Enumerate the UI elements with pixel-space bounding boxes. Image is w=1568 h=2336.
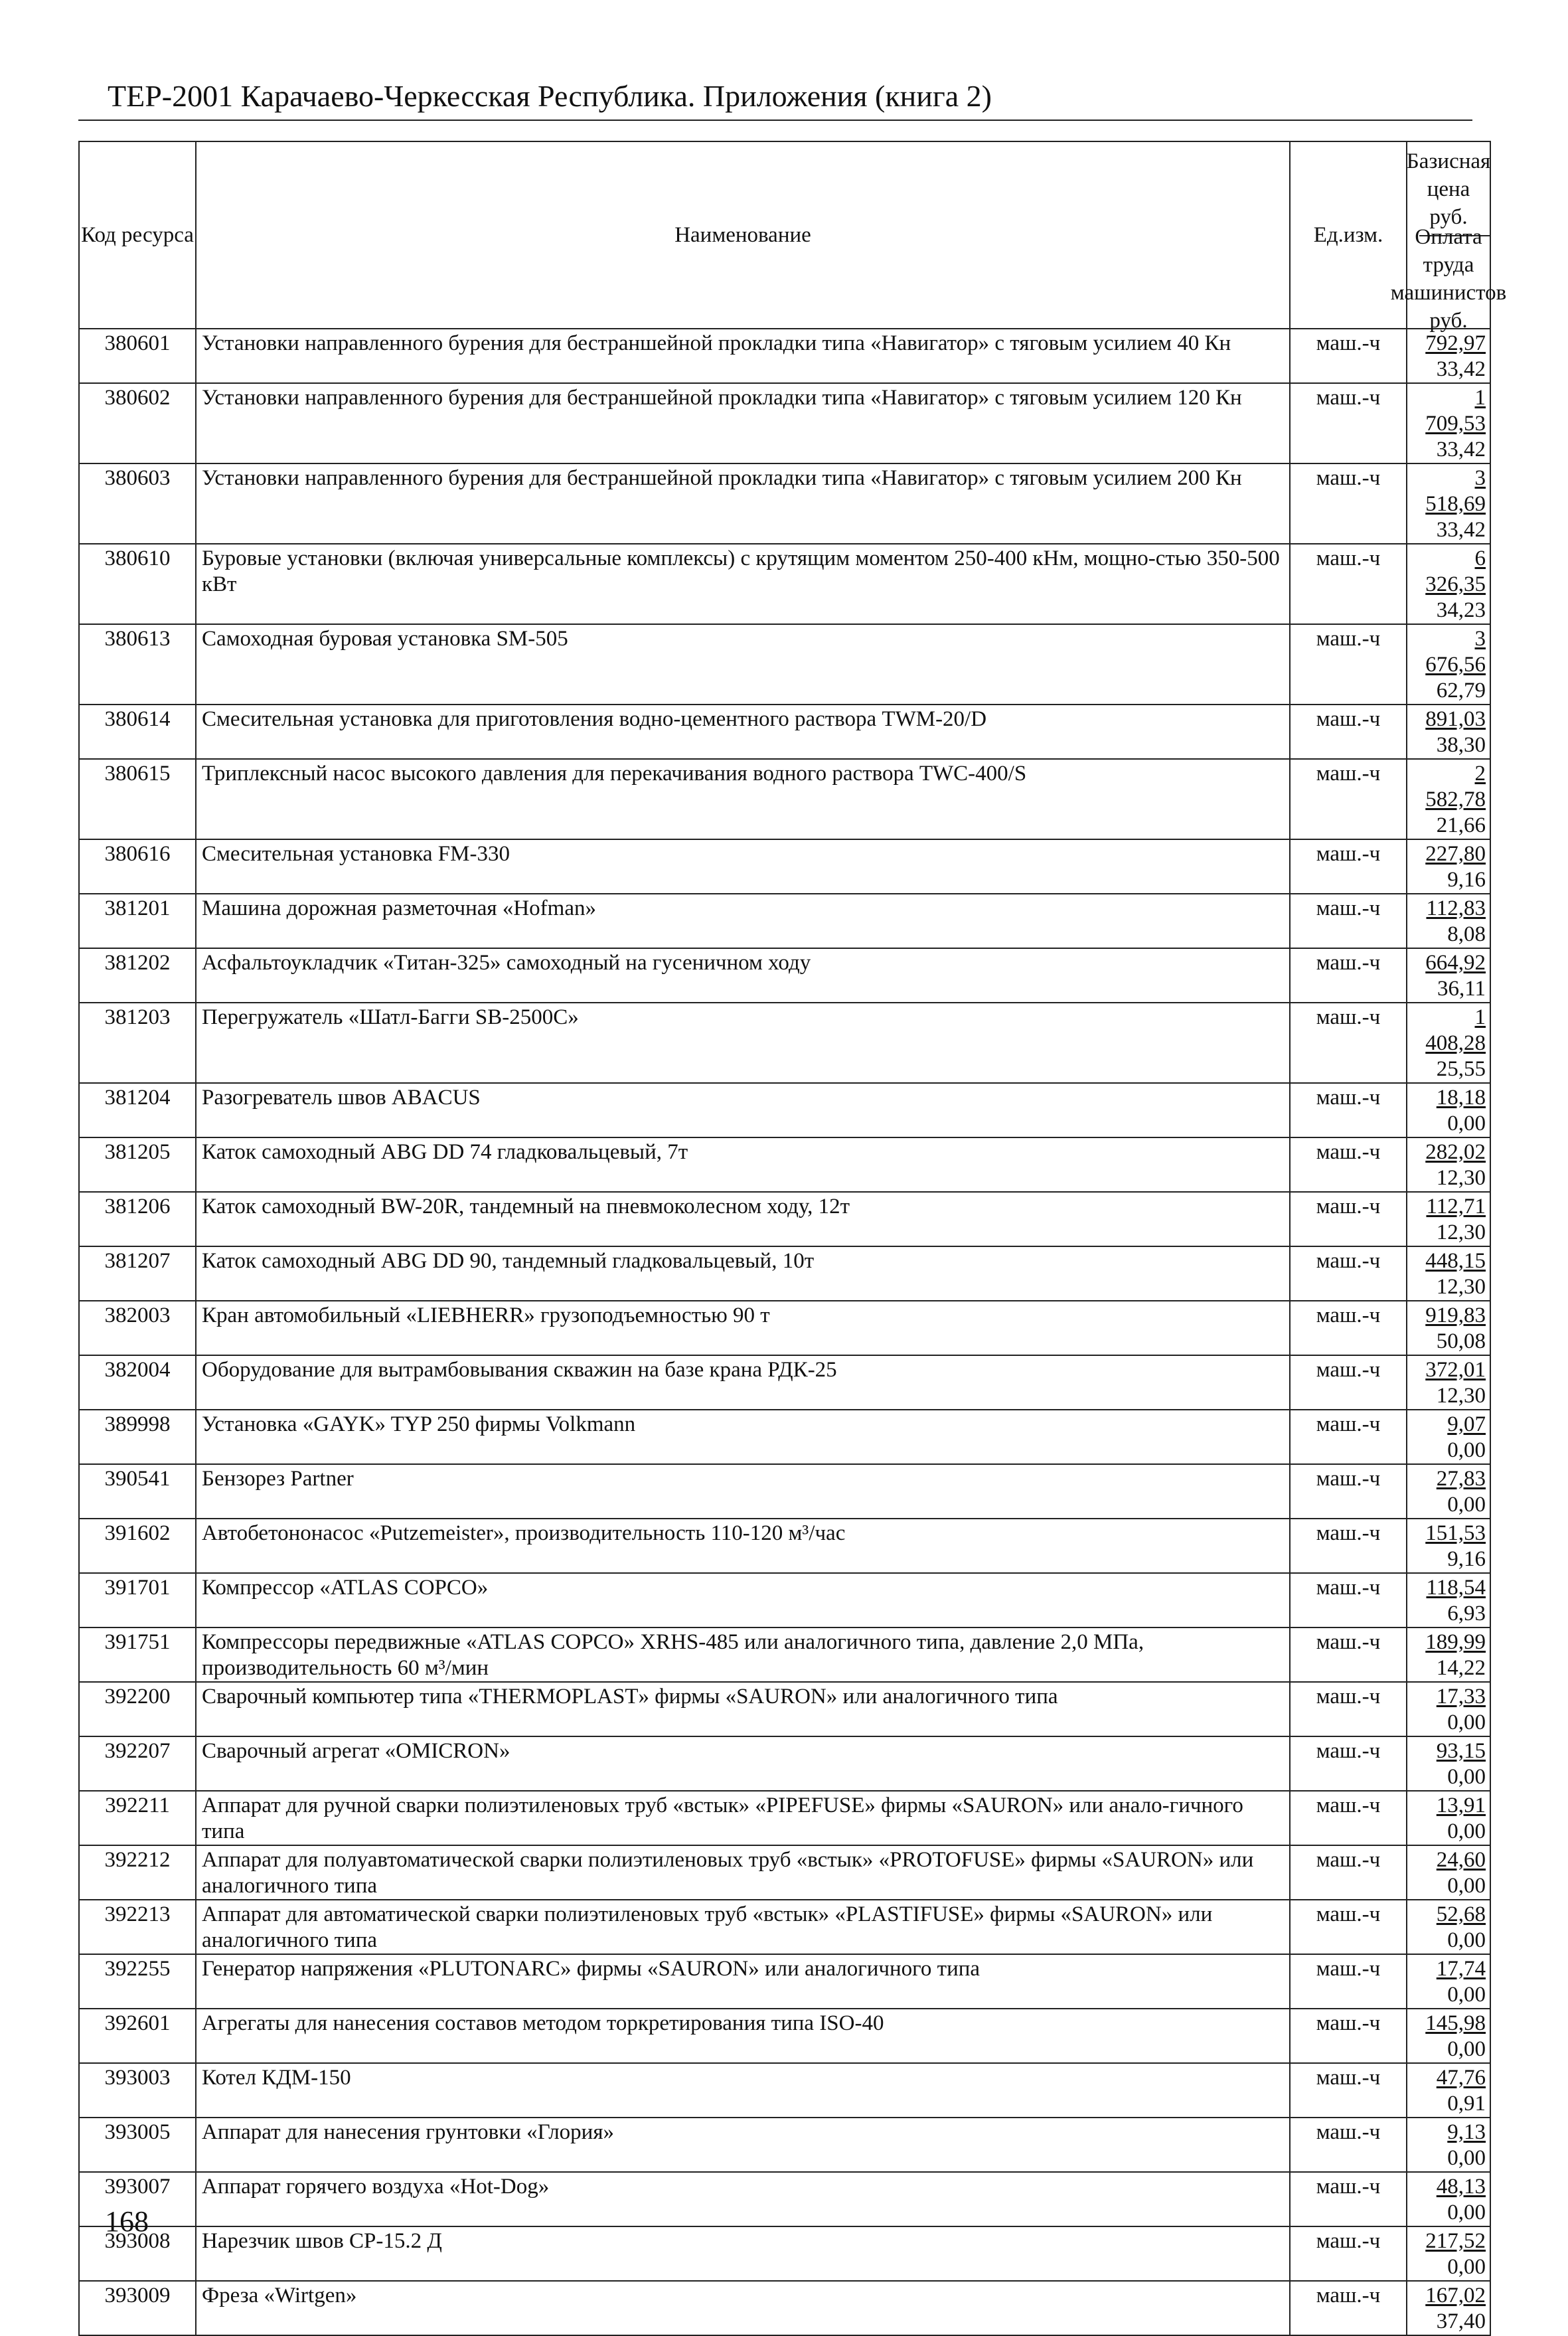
resource-unit: маш.-ч <box>1290 463 1407 544</box>
price-cell <box>1407 1519 1490 1573</box>
resource-unit: маш.-ч <box>1290 1900 1407 1954</box>
resource-table-container <box>78 141 1507 2336</box>
table-row <box>79 1845 1490 1900</box>
price-cell <box>1407 544 1490 624</box>
table-row <box>79 1573 1490 1627</box>
operator-pay-value: 0,00 <box>1447 1874 1486 1898</box>
resource-name: Перегружатель «Шатл-Багги SB-2500C» <box>196 1003 1290 1083</box>
price-cell <box>1407 1954 1490 2009</box>
table-row <box>79 1410 1490 1464</box>
resource-name: Сварочный агрегат «OMICRON» <box>196 1736 1290 1791</box>
resource-unit: маш.-ч <box>1290 329 1407 383</box>
resource-code: 393009 <box>79 2281 196 2335</box>
operator-pay-value: 0,00 <box>1447 1928 1486 1952</box>
price-cell <box>1407 1355 1490 1410</box>
operator-pay-value: 62,79 <box>1436 679 1486 703</box>
operator-pay-value: 33,42 <box>1436 357 1486 381</box>
price-cell <box>1407 463 1490 544</box>
resource-unit: маш.-ч <box>1290 948 1407 1003</box>
resource-name: Триплексный насос высокого давления для перекачивания водного раствора TWC-400/S <box>196 759 1290 839</box>
operator-pay-value: 0,00 <box>1447 1765 1486 1789</box>
resource-name: Асфальтоукладчик «Титан-325» самоходный на гусеничном ходу <box>196 948 1290 1003</box>
column-header-name: Наименование <box>196 141 1290 329</box>
table-row <box>79 759 1490 839</box>
operator-pay-value: 14,22 <box>1436 1656 1486 1680</box>
base-price-value: 3 518,69 <box>1425 466 1486 516</box>
price-cell <box>1407 705 1490 759</box>
resource-code: 380602 <box>79 383 196 463</box>
resource-name: Оборудование для вытрамбовывания скважин на базе крана РДК-25 <box>196 1355 1290 1410</box>
base-price-value: 17,33 <box>1436 1685 1486 1709</box>
resource-code: 393007 <box>79 2172 196 2226</box>
table-row <box>79 463 1490 544</box>
resource-code: 393008 <box>79 2226 196 2281</box>
base-price-value: 18,18 <box>1436 1086 1486 1110</box>
resource-unit: маш.-ч <box>1290 1845 1407 1900</box>
resource-unit: маш.-ч <box>1290 2172 1407 2226</box>
operator-pay-value: 21,66 <box>1436 813 1486 837</box>
page-number: 168 <box>105 2205 149 2238</box>
operator-pay-value: 0,00 <box>1447 1983 1486 2007</box>
operator-pay-value: 8,08 <box>1447 922 1486 946</box>
base-price-value: 151,53 <box>1425 1521 1486 1545</box>
price-cell <box>1407 1900 1490 1954</box>
price-cell <box>1407 329 1490 383</box>
operator-pay-value: 33,42 <box>1436 438 1486 461</box>
resource-code: 380613 <box>79 624 196 705</box>
operator-pay-value: 34,23 <box>1436 598 1486 622</box>
table-row <box>79 1192 1490 1246</box>
resource-name: Буровые установки (включая универсальные комплексы) с крутящим моментом 250-400 кНм, мощно-стью 350-500 кВт <box>196 544 1290 624</box>
table-row <box>79 544 1490 624</box>
resource-code: 389998 <box>79 1410 196 1464</box>
resource-name: Смесительная установка FM-330 <box>196 839 1290 894</box>
price-cell <box>1407 2172 1490 2226</box>
resource-code: 381204 <box>79 1083 196 1137</box>
resource-code: 392211 <box>79 1791 196 1845</box>
resource-name: Аппарат для автоматической сварки полиэтиленовых труб «встык» «PLASTIFUSE» фирмы «SAURON» или аналогичного типа <box>196 1900 1290 1954</box>
resource-name: Бензорез Partner <box>196 1464 1290 1519</box>
resource-name: Установка «GAYK» TYP 250 фирмы Volkmann <box>196 1410 1290 1464</box>
operator-pay-value: 12,30 <box>1436 1275 1486 1299</box>
resource-unit: маш.-ч <box>1290 1791 1407 1845</box>
resource-name: Каток самоходный ABG DD 74 гладковальцевый, 7т <box>196 1137 1290 1192</box>
resource-unit: маш.-ч <box>1290 1627 1407 1682</box>
operator-pay-value: 0,00 <box>1447 1819 1486 1843</box>
resource-code: 392601 <box>79 2009 196 2063</box>
base-price-value: 167,02 <box>1425 2284 1486 2307</box>
operator-pay-value: 0,00 <box>1447 2201 1486 2224</box>
base-price-value: 9,13 <box>1447 2120 1486 2144</box>
table-row <box>79 2172 1490 2226</box>
resource-code: 391751 <box>79 1627 196 1682</box>
resource-unit: маш.-ч <box>1290 1736 1407 1791</box>
price-cell <box>1407 1845 1490 1900</box>
operator-pay-value: 0,00 <box>1447 2146 1486 2170</box>
table-row <box>79 1355 1490 1410</box>
base-price-value: 2 582,78 <box>1425 762 1486 811</box>
resource-name: Нарезчик швов CP-15.2 Д <box>196 2226 1290 2281</box>
resource-unit: маш.-ч <box>1290 705 1407 759</box>
resource-code: 381203 <box>79 1003 196 1083</box>
resource-name: Каток самоходный BW-20R, тандемный на пневмоколесном ходу, 12т <box>196 1192 1290 1246</box>
resource-code: 380614 <box>79 705 196 759</box>
price-cell <box>1407 1192 1490 1246</box>
operator-pay-value: 12,30 <box>1436 1384 1486 1408</box>
table-row <box>79 383 1490 463</box>
base-price-value: 145,98 <box>1425 2011 1486 2035</box>
base-price-value: 118,54 <box>1426 1576 1486 1600</box>
base-price-value: 664,92 <box>1425 951 1486 975</box>
resource-name: Кран автомобильный «LIEBHERR» грузоподъемностью 90 т <box>196 1301 1290 1355</box>
base-price-value: 47,76 <box>1436 2066 1486 2090</box>
table-row <box>79 1954 1490 2009</box>
resource-code: 380615 <box>79 759 196 839</box>
resource-code: 382004 <box>79 1355 196 1410</box>
resource-name: Сварочный компьютер типа «THERMOPLAST» фирмы «SAURON» или аналогичного типа <box>196 1682 1290 1736</box>
column-header-base-price: Базисная цена руб. <box>1406 149 1491 229</box>
table-body <box>79 329 1490 2335</box>
table-header-row <box>79 141 1490 329</box>
base-price-value: 189,99 <box>1425 1630 1486 1654</box>
resource-code: 381207 <box>79 1246 196 1301</box>
table-row <box>79 2226 1490 2281</box>
operator-pay-value: 0,00 <box>1447 2255 1486 2279</box>
resource-unit: маш.-ч <box>1290 2226 1407 2281</box>
column-header-price <box>1390 141 1507 333</box>
resource-unit: маш.-ч <box>1290 759 1407 839</box>
price-cell <box>1407 1573 1490 1627</box>
resource-code: 392255 <box>79 1954 196 2009</box>
base-price-value: 27,83 <box>1436 1467 1486 1491</box>
operator-pay-value: 36,11 <box>1437 977 1486 1001</box>
price-cell <box>1407 1083 1490 1137</box>
operator-pay-value: 9,16 <box>1447 1547 1486 1571</box>
resource-code: 380601 <box>79 329 196 383</box>
price-cell <box>1407 1137 1490 1192</box>
resource-name: Аппарат горячего воздуха «Hot-Dog» <box>196 2172 1290 2226</box>
operator-pay-value: 6,93 <box>1447 1602 1486 1626</box>
base-price-value: 792,97 <box>1425 331 1486 355</box>
price-cell <box>1407 1682 1490 1736</box>
base-price-value: 24,60 <box>1436 1848 1486 1872</box>
resource-code: 380603 <box>79 463 196 544</box>
resource-code: 380610 <box>79 544 196 624</box>
resource-name: Котел КДМ-150 <box>196 2063 1290 2118</box>
base-price-value: 93,15 <box>1436 1739 1486 1763</box>
resource-unit: маш.-ч <box>1290 1954 1407 2009</box>
operator-pay-value: 38,30 <box>1436 733 1486 757</box>
resource-name: Аппарат для полуавтоматической сварки полиэтиленовых труб «встык» «PROTOFUSE» фирмы «SAURON» или аналогичного типа <box>196 1845 1290 1900</box>
resource-unit: маш.-ч <box>1290 2281 1407 2335</box>
resource-name: Генератор напряжения «PLUTONARC» фирмы «SAURON» или аналогичного типа <box>196 1954 1290 2009</box>
table-row <box>79 2009 1490 2063</box>
resource-unit: маш.-ч <box>1290 1083 1407 1137</box>
operator-pay-value: 33,42 <box>1436 518 1486 542</box>
table-row <box>79 1301 1490 1355</box>
base-price-value: 1 709,53 <box>1425 386 1486 436</box>
column-header-unit: Ед.изм. <box>1290 141 1407 329</box>
resource-name: Смесительная установка для приготовления водно-цементного раствора TWM-20/D <box>196 705 1290 759</box>
resource-unit: маш.-ч <box>1290 1519 1407 1573</box>
resource-unit: маш.-ч <box>1290 1301 1407 1355</box>
table-row <box>79 948 1490 1003</box>
resource-name: Самоходная буровая установка SM-505 <box>196 624 1290 705</box>
base-price-value: 919,83 <box>1425 1303 1486 1327</box>
resource-code: 381201 <box>79 894 196 948</box>
base-price-value: 227,80 <box>1425 842 1486 866</box>
resource-unit: маш.-ч <box>1290 1464 1407 1519</box>
operator-pay-value: 0,00 <box>1447 1112 1486 1135</box>
price-cell <box>1407 1627 1490 1682</box>
operator-pay-value: 25,55 <box>1436 1057 1486 1081</box>
table-row <box>79 1900 1490 1954</box>
resource-unit: маш.-ч <box>1290 2009 1407 2063</box>
table-row <box>79 1627 1490 1682</box>
resource-code: 390541 <box>79 1464 196 1519</box>
resource-name: Аппарат для нанесения грунтовки «Глория» <box>196 2118 1290 2172</box>
resource-name: Фреза «Wirtgen» <box>196 2281 1290 2335</box>
operator-pay-value: 0,91 <box>1447 2092 1486 2116</box>
table-row <box>79 894 1490 948</box>
table-row <box>79 1736 1490 1791</box>
resource-name: Установки направленного бурения для бестраншейной прокладки типа «Навигатор» с тяговым усилием 120 Кн <box>196 383 1290 463</box>
operator-pay-value: 9,16 <box>1447 868 1486 892</box>
table-row <box>79 1464 1490 1519</box>
table-row <box>79 839 1490 894</box>
resource-unit: маш.-ч <box>1290 1137 1407 1192</box>
price-cell <box>1407 1003 1490 1083</box>
header-divider <box>78 120 1472 121</box>
table-row <box>79 1137 1490 1192</box>
resource-price-table <box>78 141 1507 2336</box>
resource-code: 393003 <box>79 2063 196 2118</box>
table-row <box>79 705 1490 759</box>
resource-code: 391602 <box>79 1519 196 1573</box>
page-header-title: ТЕР-2001 Карачаево-Черкесская Республика. Приложения (книга 2) <box>108 79 992 113</box>
table-row <box>79 1246 1490 1301</box>
table-row <box>79 329 1490 383</box>
resource-code: 381202 <box>79 948 196 1003</box>
resource-name: Машина дорожная разметочная «Hofman» <box>196 894 1290 948</box>
base-price-value: 48,13 <box>1436 2175 1486 2199</box>
base-price-value: 217,52 <box>1425 2229 1486 2253</box>
table-row <box>79 624 1490 705</box>
resource-code: 393005 <box>79 2118 196 2172</box>
price-cell <box>1407 383 1490 463</box>
operator-pay-value: 0,00 <box>1447 1493 1486 1517</box>
resource-name: Установки направленного бурения для бестраншейной прокладки типа «Навигатор» с тяговым усилием 40 Кн <box>196 329 1290 383</box>
resource-unit: маш.-ч <box>1290 1192 1407 1246</box>
table-row <box>79 1003 1490 1083</box>
resource-name: Автобетононасос «Putzemeister», производительность 110-120 м³/час <box>196 1519 1290 1573</box>
price-cell <box>1407 839 1490 894</box>
price-cell <box>1407 2063 1490 2118</box>
table-row <box>79 1682 1490 1736</box>
base-price-value: 13,91 <box>1436 1794 1486 1817</box>
price-cell <box>1407 1464 1490 1519</box>
resource-code: 392207 <box>79 1736 196 1791</box>
resource-unit: маш.-ч <box>1290 2118 1407 2172</box>
resource-code: 381206 <box>79 1192 196 1246</box>
resource-code: 392212 <box>79 1845 196 1900</box>
price-cell <box>1407 1410 1490 1464</box>
table-row <box>79 1083 1490 1137</box>
resource-code: 392200 <box>79 1682 196 1736</box>
resource-unit: маш.-ч <box>1290 1355 1407 1410</box>
price-cell <box>1407 759 1490 839</box>
resource-unit: маш.-ч <box>1290 544 1407 624</box>
resource-code: 391701 <box>79 1573 196 1627</box>
base-price-value: 372,01 <box>1425 1358 1486 1382</box>
resource-name: Компрессор «ATLAS COPCO» <box>196 1573 1290 1627</box>
price-cell <box>1407 1246 1490 1301</box>
resource-unit: маш.-ч <box>1290 624 1407 705</box>
operator-pay-value: 0,00 <box>1447 1438 1486 1462</box>
resource-name: Каток самоходный ABG DD 90, тандемный гладковальцевый, 10т <box>196 1246 1290 1301</box>
price-cell <box>1407 1301 1490 1355</box>
column-header-operator-pay: Оплата труда машинистов руб. <box>1390 225 1507 333</box>
column-header-code: Код ресурса <box>79 141 196 329</box>
resource-code: 381205 <box>79 1137 196 1192</box>
price-cell <box>1407 948 1490 1003</box>
price-cell <box>1407 2281 1490 2335</box>
resource-unit: маш.-ч <box>1290 1003 1407 1083</box>
base-price-value: 3 676,56 <box>1425 627 1486 677</box>
operator-pay-value: 0,00 <box>1447 1710 1486 1734</box>
operator-pay-value: 37,40 <box>1436 2309 1486 2333</box>
resource-unit: маш.-ч <box>1290 1573 1407 1627</box>
base-price-value: 448,15 <box>1425 1249 1486 1273</box>
resource-code: 380616 <box>79 839 196 894</box>
resource-code: 392213 <box>79 1900 196 1954</box>
price-cell <box>1407 1791 1490 1845</box>
price-cell <box>1407 2118 1490 2172</box>
resource-name: Компрессоры передвижные «ATLAS COPCO» XRHS-485 или аналогичного типа, давление 2,0 МПа, производительность 60 м³/мин <box>196 1627 1290 1682</box>
table-row <box>79 2281 1490 2335</box>
resource-unit: маш.-ч <box>1290 1682 1407 1736</box>
resource-unit: маш.-ч <box>1290 2063 1407 2118</box>
resource-code: 382003 <box>79 1301 196 1355</box>
base-price-value: 282,02 <box>1425 1140 1486 1164</box>
base-price-value: 6 326,35 <box>1425 546 1486 596</box>
price-cell <box>1407 2009 1490 2063</box>
resource-unit: маш.-ч <box>1290 383 1407 463</box>
base-price-value: 112,83 <box>1426 896 1486 920</box>
price-cell <box>1407 624 1490 705</box>
resource-name: Разогреватель швов ABACUS <box>196 1083 1290 1137</box>
resource-unit: маш.-ч <box>1290 839 1407 894</box>
resource-unit: маш.-ч <box>1290 1246 1407 1301</box>
table-row <box>79 1791 1490 1845</box>
base-price-value: 112,71 <box>1426 1195 1486 1218</box>
resource-unit: маш.-ч <box>1290 894 1407 948</box>
base-price-value: 891,03 <box>1425 707 1486 731</box>
resource-name: Установки направленного бурения для бестраншейной прокладки типа «Навигатор» с тяговым усилием 200 Кн <box>196 463 1290 544</box>
base-price-value: 52,68 <box>1436 1902 1486 1926</box>
table-row <box>79 1519 1490 1573</box>
operator-pay-value: 12,30 <box>1436 1166 1486 1190</box>
resource-name: Аппарат для ручной сварки полиэтиленовых труб «встык» «PIPEFUSE» фирмы «SAURON» или анало-гичного типа <box>196 1791 1290 1845</box>
price-cell <box>1407 1736 1490 1791</box>
base-price-value: 1 408,28 <box>1425 1005 1486 1055</box>
operator-pay-value: 0,00 <box>1447 2037 1486 2061</box>
base-price-value: 17,74 <box>1436 1957 1486 1981</box>
base-price-value: 9,07 <box>1447 1412 1486 1436</box>
price-cell <box>1407 2226 1490 2281</box>
operator-pay-value: 50,08 <box>1436 1329 1486 1353</box>
table-row <box>79 2063 1490 2118</box>
resource-unit: маш.-ч <box>1290 1410 1407 1464</box>
price-cell <box>1407 894 1490 948</box>
operator-pay-value: 12,30 <box>1436 1220 1486 1244</box>
table-row <box>79 2118 1490 2172</box>
resource-name: Агрегаты для нанесения составов методом торкретирования типа ISO-40 <box>196 2009 1290 2063</box>
